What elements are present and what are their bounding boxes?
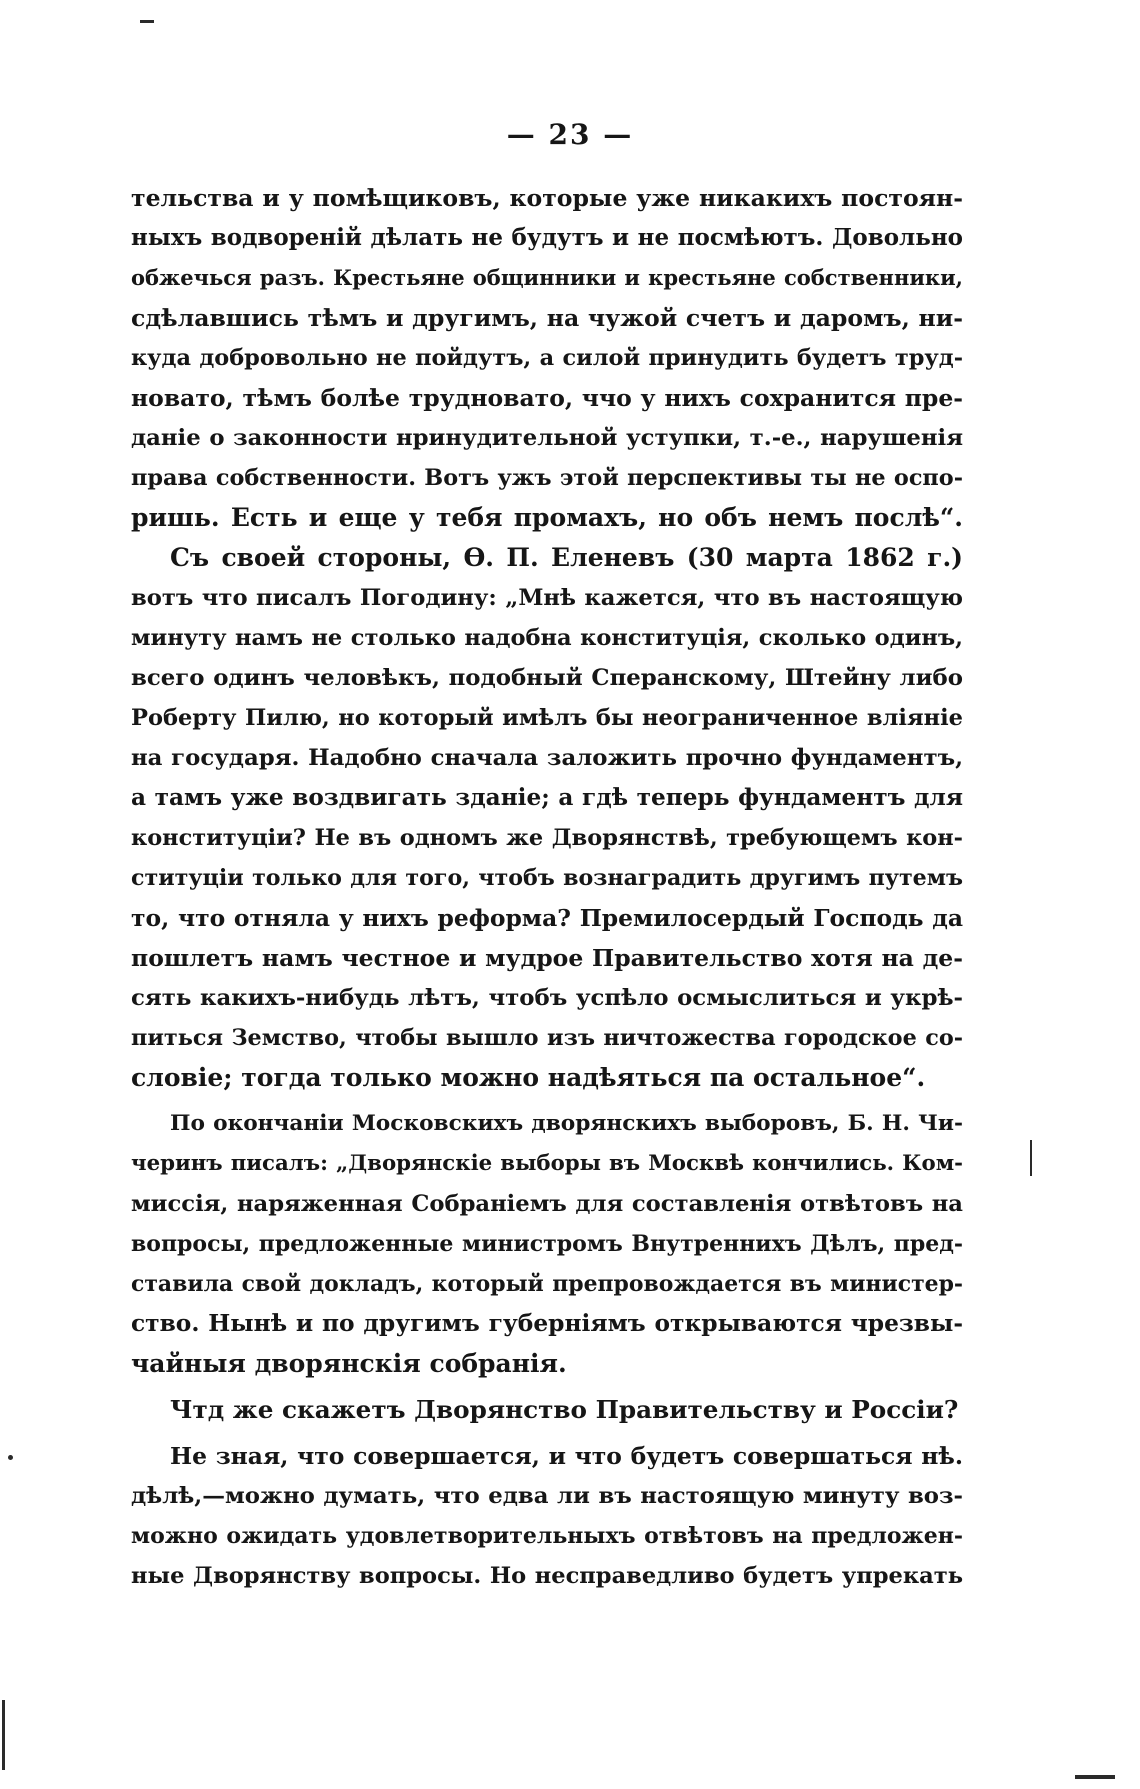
text-line: Роберту Пилю, но который имѣлъ бы неограниченное вліяніе bbox=[131, 705, 963, 731]
paragraph bbox=[131, 178, 963, 538]
scan-speck bbox=[1075, 1775, 1115, 1779]
text-line: сять какихъ-нибудь лѣтъ, чтобъ успѣло осмыслиться и укрѣ- bbox=[131, 985, 963, 1011]
paragraph bbox=[131, 1104, 963, 1384]
text-line: миссія, наряженная Собраніемъ для составленія отвѣтовъ на bbox=[131, 1191, 963, 1217]
text-line: конституціи? Не въ одномъ же Дворянствѣ, требующемъ кон- bbox=[131, 825, 963, 851]
text-line: то, что отняла у нихъ реформа? Премилосердый Господь да bbox=[131, 904, 963, 932]
scan-speck bbox=[140, 20, 154, 23]
text-line: ставила свой докладъ, который препровождается въ министер- bbox=[131, 1271, 963, 1297]
text-line: ныхъ водвореній дѣлать не будутъ и не посмѣютъ. Довольно bbox=[131, 224, 963, 251]
text-line: питься Земство, чтобы вышло изъ ничтожества городское со- bbox=[131, 1025, 963, 1051]
scan-speck bbox=[1030, 1140, 1032, 1176]
body-text bbox=[131, 178, 963, 1596]
text-line: пошлетъ намъ честное и мудрое Правительство хотя на де- bbox=[131, 944, 963, 972]
text-line: дѣлѣ,—можно думать, что едва ли въ настоящую минуту воз- bbox=[131, 1483, 963, 1509]
paragraph bbox=[131, 538, 963, 1098]
page-number: — 23 — bbox=[506, 118, 634, 151]
text-line: новато, тѣмъ болѣе трудновато, ччо у нихъ сохранится пре- bbox=[131, 384, 963, 412]
text-line: Чтд же скажетъ Дворянство Правительству и Россіи? bbox=[170, 1395, 959, 1424]
text-line: тельства и у помѣщиковъ, которые уже никакихъ постоян- bbox=[131, 184, 963, 212]
text-line: ришь. Есть и еще у тебя промахъ, но объ немъ послѣ“. bbox=[131, 503, 963, 532]
paragraph bbox=[131, 1390, 963, 1430]
text-line: можно ожидать удовлетворительныхъ отвѣтовъ на предложен- bbox=[131, 1523, 963, 1549]
text-line: а тамъ уже воздвигать зданіе; а гдѣ теперь фундаментъ для bbox=[131, 784, 963, 811]
paragraph bbox=[131, 1436, 963, 1596]
text-line: черинъ писалъ: „Дворянскіе выборы въ Москвѣ кончились. Ком- bbox=[131, 1151, 963, 1176]
text-line: Съ своей стороны, Ѳ. П. Еленевъ (30 марта 1862 г.) bbox=[170, 543, 963, 572]
scan-speck bbox=[2, 1700, 5, 1770]
text-line: словіе; тогда только можно надѣяться па остальное“. bbox=[131, 1063, 926, 1092]
text-line: чайныя дворянскія собранія. bbox=[131, 1349, 567, 1378]
text-line: права собственности. Вотъ ужъ этой перспективы ты не оспо- bbox=[131, 465, 963, 491]
text-line: обжечься разъ. Крестьяне общинники и крестьяне собственники, bbox=[131, 265, 963, 290]
scan-speck bbox=[8, 1455, 13, 1460]
text-line: Не зная, что совершается, и что будетъ совершаться нѣ. bbox=[170, 1442, 963, 1470]
text-line: вотъ что писалъ Погодину: „Мнѣ кажется, что въ настоящую bbox=[131, 585, 963, 611]
text-line: ституціи только для того, чтобъ вознаградить другимъ путемъ bbox=[131, 865, 963, 891]
text-line: даніе о законности нринудительной уступки, т.-е., нарушенія bbox=[131, 425, 963, 451]
text-line: По окончаніи Московскихъ дворянскихъ выборовъ, Б. Н. Чи- bbox=[170, 1111, 963, 1136]
text-line: вопросы, предложенные министромъ Внутреннихъ Дѣлъ, пред- bbox=[131, 1231, 963, 1257]
text-line: всего одинъ человѣкъ, подобный Сперанскому, Штейну либо bbox=[131, 665, 963, 691]
text-line: на государя. Надобно сначала заложить прочно фундаментъ, bbox=[131, 745, 963, 771]
text-line: минуту намъ не столько надобна конституція, сколько одинъ, bbox=[131, 625, 963, 651]
text-line: ные Дворянству вопросы. Но несправедливо будетъ упрекать bbox=[131, 1563, 963, 1589]
text-line: ство. Нынѣ и по другимъ губерніямъ открываются чрезвы- bbox=[131, 1310, 963, 1337]
text-line: куда добровольно не пойдутъ, а силой принудить будетъ труд- bbox=[131, 345, 963, 371]
text-line: сдѣлавшись тѣмъ и другимъ, на чужой счетъ и даромъ, ни- bbox=[131, 304, 963, 332]
